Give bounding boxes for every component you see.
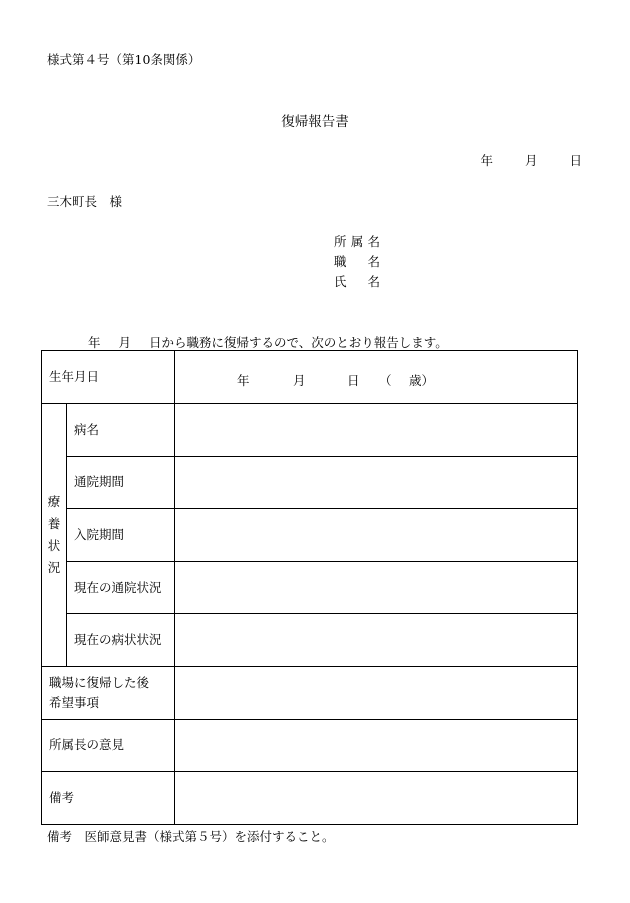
footnote: 備考 医師意見書（様式第５号）を添付すること。 xyxy=(47,829,335,844)
form-number: 様式第４号（第10条関係） xyxy=(47,52,201,67)
remarks-field[interactable] xyxy=(175,772,578,825)
birth-age: 歳） xyxy=(409,373,435,388)
date-month: 月 xyxy=(524,153,538,168)
current-condition-label: 現在の病状状況 xyxy=(67,614,175,667)
date-year: 年 xyxy=(480,153,493,168)
outpatient-period-label: 通院期間 xyxy=(67,456,175,509)
date-day: 日 xyxy=(569,153,582,168)
birth-label: 生年月日 xyxy=(42,351,175,404)
birth-day: 日 xyxy=(347,373,360,388)
sender-name-label: 氏 名 xyxy=(334,274,380,289)
supervisor-opinion-label: 所属長の意見 xyxy=(42,719,175,772)
intro-year: 年 xyxy=(88,335,101,350)
disease-name-field[interactable] xyxy=(175,404,578,457)
return-wishes-label xyxy=(42,666,175,719)
recovery-status-label: 療養状況 xyxy=(42,404,67,667)
report-table xyxy=(41,350,578,825)
outpatient-period-field[interactable] xyxy=(175,456,578,509)
supervisor-opinion-field[interactable] xyxy=(175,719,578,772)
return-wishes-line2: 希望事項 xyxy=(49,694,100,710)
return-wishes-line1: 職場に復帰した後 xyxy=(49,674,150,690)
current-condition-field[interactable] xyxy=(175,614,578,667)
table-row xyxy=(42,509,578,562)
birth-age-open: （ xyxy=(379,373,392,388)
sender-department-label: 所属名 xyxy=(334,234,380,249)
table-row xyxy=(42,614,578,667)
inpatient-period-label: 入院期間 xyxy=(67,509,175,562)
birth-row xyxy=(42,351,578,404)
intro-month: 月 xyxy=(118,335,132,350)
birth-month: 月 xyxy=(293,373,306,388)
table-row xyxy=(42,456,578,509)
document-title: 復帰報告書 xyxy=(281,114,349,130)
table-row xyxy=(42,561,578,614)
return-wishes-field[interactable] xyxy=(175,666,578,719)
table-row xyxy=(42,772,578,825)
birth-year: 年 xyxy=(237,373,250,388)
addressee: 三木町長 様 xyxy=(47,194,123,209)
intro-sentence xyxy=(88,333,458,351)
intro-text: 日から職務に復帰するので、次のとおり報告します。 xyxy=(149,335,448,350)
disease-name-label: 病名 xyxy=(67,404,175,457)
table-row xyxy=(42,666,578,719)
remarks-label: 備考 xyxy=(42,772,175,825)
birth-date-field[interactable] xyxy=(175,351,578,404)
report-date xyxy=(448,151,582,169)
current-outpatient-field[interactable] xyxy=(175,561,578,614)
table-row xyxy=(42,404,578,457)
table-row xyxy=(42,719,578,772)
current-outpatient-label: 現在の通院状況 xyxy=(67,561,175,614)
inpatient-period-field[interactable] xyxy=(175,509,578,562)
sender-position-label: 職 名 xyxy=(334,254,380,269)
